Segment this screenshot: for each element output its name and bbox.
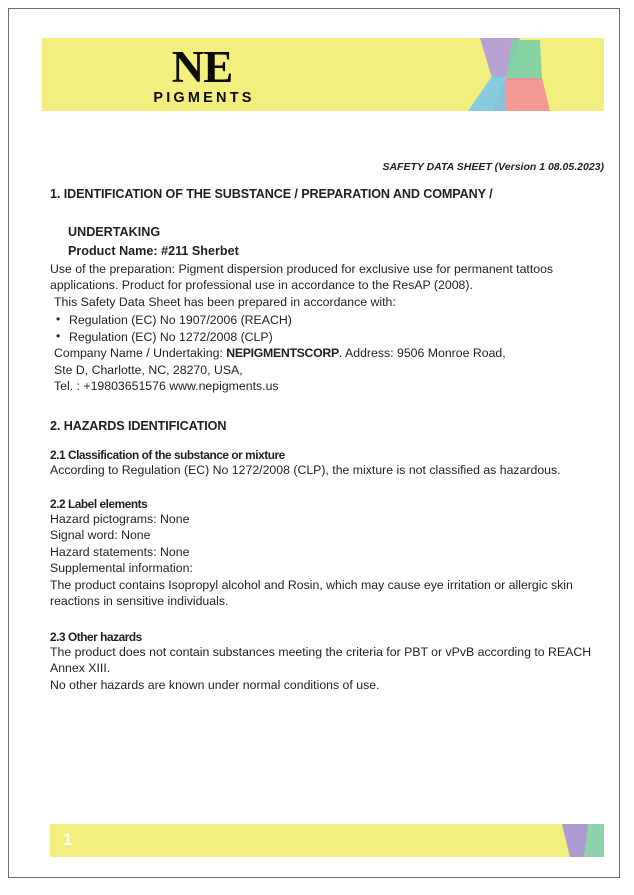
supplemental-information-text: The product contains Isopropyl alcohol and Rosin, which may cause eye irritation or allergic skin reactions in sensitive individuals. [50, 577, 573, 608]
classification-paragraph: According to Regulation (EC) No 1272/2008 (CLP), the mixture is not classified as hazardous. [50, 463, 561, 477]
header-band [42, 38, 604, 111]
supplemental-information-label: Supplemental information: [50, 561, 193, 575]
brand-logo [102, 42, 302, 106]
section-2-2-heading: 2.2 Label elements [50, 496, 148, 511]
other-hazards-paragraph-2: No other hazards are known under normal conditions of use. [50, 677, 380, 692]
company-telephone: Tel. : +19803651576 www.nepigments.us [54, 379, 279, 393]
use-of-preparation-paragraph: Use of the preparation: Pigment dispersion produced for exclusive use for permanent tattoos applications. Product for professional use in accordance to the ResAP (2008). [50, 261, 554, 292]
prepared-in-accordance-intro: This Safety Data Sheet has been prepared in accordance with: [54, 294, 396, 309]
section-2-3-heading: 2.3 Other hazards [50, 629, 142, 644]
other-hazards-paragraph: The product does not contain substances meeting the criteria for PBT or vPvB according to REACH Annex XIII. [50, 644, 592, 675]
version-line: SAFETY DATA SHEET (Version 1 08.05.2023) [382, 161, 604, 173]
signal-word: Signal word: None [50, 528, 151, 542]
bowtie-triangles-icon [462, 38, 572, 111]
company-line [50, 345, 606, 362]
brand-name-sub: PIGMENTS [153, 90, 255, 106]
section-1-heading: 1. IDENTIFICATION OF THE SUBSTANCE / PREPARATION AND COMPANY / [50, 187, 493, 201]
document-content [50, 187, 606, 693]
triangle-accent-icon [544, 824, 604, 857]
undertaking-label: UNDERTAKING [68, 224, 161, 239]
product-name: Product Name: #211 Sherbet [68, 243, 239, 258]
section-2-1-heading: 2.1 Classification of the substance or mixture [50, 448, 285, 462]
company-label: Company Name / Undertaking: [54, 346, 223, 360]
page-number: 1 [63, 830, 73, 849]
hazard-statements: Hazard statements: None [50, 544, 190, 559]
document-page [8, 8, 620, 878]
list-item: • Regulation (EC) No 1907/2006 (REACH) [56, 312, 606, 329]
hazard-pictograms: Hazard pictograms: None [50, 511, 190, 526]
brand-name-main: NE [171, 42, 233, 92]
footer-band [50, 824, 604, 857]
section-2-heading: 2. HAZARDS IDENTIFICATION [50, 418, 227, 433]
company-address: . Address: 9506 Monroe Road, [338, 346, 506, 360]
regulations-list [50, 312, 606, 345]
company-address-line2: Ste D, Charlotte, NC, 28270, USA, [54, 362, 243, 377]
list-item: • Regulation (EC) No 1272/2008 (CLP) [56, 329, 606, 346]
company-name: NEPIGMENTSCORP [226, 346, 339, 360]
